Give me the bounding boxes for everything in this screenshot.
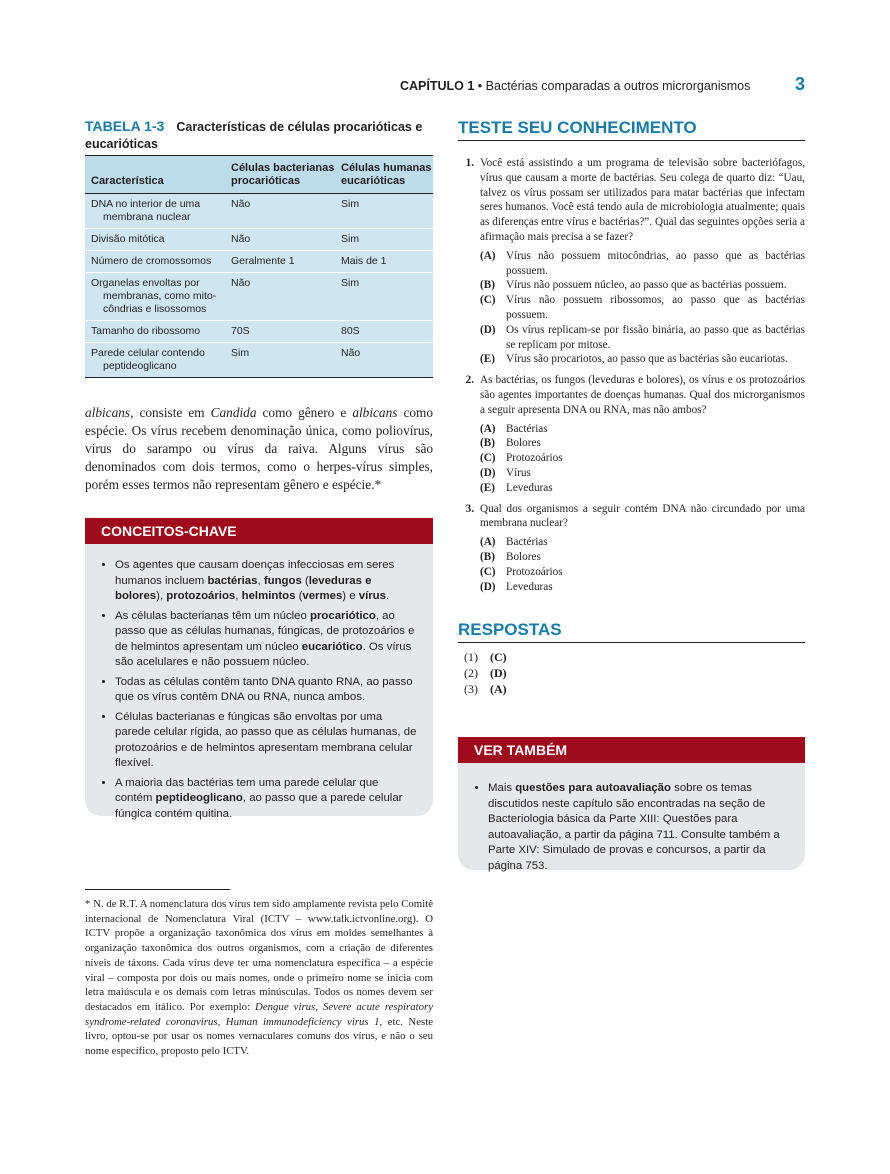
table-cell-human: Não (341, 347, 361, 359)
text-run: , consiste em (130, 405, 211, 420)
list-item: • Células bacterianas e fúngicas são envoltas por uma parede celular rígida, ao passo que as células humanas, de protozoários e de helmintos apresentam membrana celular flexível. (115, 710, 417, 772)
table-cell-feature (85, 255, 231, 268)
option (480, 323, 805, 353)
option-letter: (C) (480, 294, 496, 307)
question-text: As bactérias, os fungos (leveduras e bolores), os vírus e os protozoários são agentes importantes de doenças humanas. Qual dos microrganismos a seguir apresenta DNA ou RNA, mas não ambos? (480, 374, 805, 416)
cell-line: Organelas envoltas por (91, 277, 200, 289)
text-run: como gênero e (256, 405, 353, 420)
option (480, 451, 805, 466)
options-list (480, 422, 805, 496)
table-number: TABELA 1-3 (85, 118, 165, 134)
see-also-title: VER TAMBÉM (458, 737, 805, 763)
list-item: • Mais questões para autoavaliação sobre os temas discutidos neste capítulo são encontradas na seção de Bacteriologia básica da Parte XIII: Questões para autoavaliação, a partir da página 711. Consulte também a Parte XIV: Simulado de provas e concursos, a partir da página 753. (488, 781, 789, 874)
question (458, 373, 805, 495)
option (480, 466, 805, 481)
option (480, 550, 805, 565)
table-cell-bacterial: 70S (231, 325, 250, 337)
option-letter: (A) (480, 249, 496, 262)
table-header-cell: Células humanas eucarióticas (341, 162, 432, 187)
option (480, 535, 805, 550)
option-text: Os vírus replicam-se por fissão binária, ao passo que as bactérias se replicam por mitose. (506, 323, 805, 351)
answer-number: (3) (464, 682, 478, 696)
see-also-list (458, 763, 805, 874)
question-stem (458, 156, 805, 245)
options-list (480, 535, 805, 594)
cell-line: membrana nuclear (103, 211, 191, 223)
answer-value: (D) (490, 666, 507, 680)
option (480, 293, 805, 323)
table-cell-human: Sim (341, 233, 360, 245)
option-text: Protozoários (506, 452, 563, 465)
answer-value: (C) (490, 650, 507, 664)
chapter-label: CAPÍTULO 1 (400, 79, 475, 93)
page-number: 3 (794, 74, 805, 94)
cell-line: membranas, como mito- (103, 290, 217, 302)
option-text: Protozoários (506, 565, 563, 578)
table-cell-human: Sim (341, 277, 360, 289)
header-bullet: • (477, 79, 483, 93)
italic-term: Candida (210, 405, 257, 420)
answer-item (464, 681, 507, 697)
cell-line: DNA no interior de uma (91, 198, 201, 210)
option-letter: (B) (480, 550, 495, 563)
table-cell-feature (85, 325, 231, 338)
answers-title: RESPOSTAS (458, 620, 805, 643)
quiz-title: TESTE SEU CONHECIMENTO (458, 118, 805, 141)
table-cell-feature (85, 198, 231, 224)
chapter-title: Bactérias comparadas a outros microrganismos (485, 79, 751, 93)
table-row (85, 320, 433, 342)
list-item: • Todas as células contêm tanto DNA quanto RNA, ao passo que os vírus contêm DNA ou RNA, nunca ambos. (115, 675, 417, 706)
question (458, 156, 805, 367)
list-item: • Os agentes que causam doenças infecciosas em seres humanos incluem bactérias, fungos (leveduras e bolores), protozoários, helmintos (vermes) e vírus. (115, 558, 417, 605)
option-letter: (A) (480, 536, 496, 549)
option-text: Vírus são procariotos, ao passo que as bactérias são eucariotas. (506, 353, 788, 366)
question-number: 3. (465, 502, 474, 515)
option (480, 481, 805, 496)
question-text: Qual dos organismos a seguir contém DNA não circundado por uma membrana nuclear? (480, 502, 805, 530)
option-letter: (D) (480, 323, 496, 336)
answer-item (464, 649, 507, 665)
table-cell-bacterial: Sim (231, 347, 250, 359)
option (480, 278, 805, 293)
option (480, 422, 805, 437)
table-title: Características de células procarióticas e eucarióticas (85, 120, 423, 151)
italic-term: albicans (85, 405, 131, 420)
option-text: Vírus não possuem mitocôndrias, ao passo que as bactérias possuem. (506, 249, 805, 277)
answer-number: (2) (464, 666, 478, 680)
footnote-divider (85, 889, 230, 890)
question-text: Você está assistindo a um programa de televisão sobre bacteriófagos, vírus que causam a morte de bactérias. Seu colega de quarto diz: “Uau, talvez os vírus possam ser utilizados para matar bactérias que infectam seres humanos. Você está tendo aula de microbiologia atualmente; quais as diferenças entre vírus e bactérias?”. Qual das seguintes opções seria a afirmação mais precisa a se fazer? (480, 157, 805, 243)
question-stem (458, 373, 805, 417)
question-number: 2. (465, 374, 474, 387)
text-run: como espécie. Os vírus recebem denominação única, como poliovírus, vírus do sarampo ou vírus da raiva. Alguns vírus são denominados com dois termos, como o herpes-vírus simples, porém esses termos não representam gênero e espécie.* (85, 405, 433, 492)
table-cell-bacterial: Não (231, 277, 251, 289)
table-header-cell: Característica (91, 175, 164, 187)
list-item: • A maioria das bactérias tem uma parede celular que contém peptideoglicano, ao passo que a parede celular fúngica contém quitina. (115, 776, 417, 823)
option (480, 565, 805, 580)
body-paragraph (85, 404, 433, 494)
option-text: Leveduras (506, 580, 553, 593)
answer-number: (1) (464, 650, 478, 664)
footnote: * N. de R.T. A nomenclatura dos vírus tem sido amplamente revista pelo Comitê internacional de Nomenclatura Viral (ICTV – www.talk.ictvonline.org). O ICTV propõe a organização taxonômica dos vírus em moldes semelhantes à organização taxonômica dos outros organismos, com a criação de diferentes níveis de táxons. Cada vírus deve ter uma nomenclatura específica – a espécie viral – composta por dois ou mais nomes, onde o primeiro nome se inicia com letra maiúscula e os demais com letras minúsculas. Todos os nomes devem ser destacados em itálico. Por exemplo: Dengue virus, Severe acute respiratory syndrome-related coronavirus, Human immunodeficiency virus 1, etc. Neste livro, optou-se por usar os nomes vernaculares comuns dos vírus, e não o seu nome específico, proposto pelo ICTV. (85, 898, 434, 1058)
key-concepts-box (85, 544, 433, 820)
option (480, 249, 805, 279)
question-stem (458, 502, 805, 532)
option-letter: (C) (480, 452, 496, 465)
chapter-heading (400, 79, 750, 93)
table-row (85, 272, 433, 320)
answer-item (464, 665, 507, 681)
option-letter: (D) (480, 580, 496, 593)
option-letter: (E) (480, 353, 495, 366)
table-header-cell: Células bacterianas procarióticas (231, 162, 335, 187)
option (480, 436, 805, 451)
cell-line: Tamanho do ribossomo (91, 325, 201, 337)
cell-line: côndrias e lisossomos (103, 303, 207, 315)
question (458, 502, 805, 595)
table-header-row (85, 156, 433, 194)
option-text: Vírus (506, 466, 531, 479)
table-cell-feature (85, 277, 231, 316)
option-text: Vírus não possuem ribossomos, ao passo que as bactérias possuem. (506, 294, 805, 321)
option (480, 580, 805, 595)
option-text: Bolores (506, 550, 541, 563)
quiz-questions (458, 150, 805, 598)
table-cell-human: 80S (341, 325, 360, 337)
table-row (85, 194, 433, 228)
options-list (480, 249, 805, 367)
option-text: Leveduras (506, 481, 553, 494)
table-cell-human: Mais de 1 (341, 255, 387, 267)
table-cell-human: Sim (341, 198, 360, 210)
table-cell-feature (85, 233, 231, 246)
question-number: 1. (465, 157, 474, 169)
option-text: Bactérias (506, 536, 548, 549)
option (480, 352, 805, 367)
italic-term: albicans (352, 405, 398, 420)
running-header (400, 76, 805, 98)
see-also-box (458, 763, 805, 870)
answers-list (464, 649, 507, 697)
cell-line: Divisão mitótica (91, 233, 165, 245)
characteristics-table (85, 155, 433, 378)
option-text: Bolores (506, 437, 541, 450)
cell-line: Parede celular contendo (91, 347, 205, 359)
key-concepts-list (85, 544, 433, 822)
table-caption (85, 118, 435, 153)
option-letter: (B) (480, 279, 495, 292)
table-cell-bacterial: Geralmente 1 (231, 255, 295, 267)
option-letter: (B) (480, 437, 495, 450)
table-cell-feature (85, 347, 231, 373)
list-item: • As células bacterianas têm um núcleo procariótico, ao passo que as células humanas, fúngicas, de protozoários e de helmintos apresentam um núcleo eucariótico. Os vírus são acelulares e não possuem núcleo. (115, 609, 417, 671)
cell-line: peptideoglicano (103, 360, 177, 372)
key-concepts-title: CONCEITOS-CHAVE (85, 518, 433, 544)
table-row (85, 250, 433, 272)
option-letter: (E) (480, 481, 495, 494)
table-body (85, 194, 433, 377)
table-row (85, 342, 433, 377)
answer-value: (A) (490, 682, 507, 696)
option-letter: (C) (480, 565, 496, 578)
cell-line: Número de cromossomos (91, 255, 212, 267)
option-text: Bactérias (506, 422, 548, 435)
option-letter: (D) (480, 466, 496, 479)
option-letter: (A) (480, 422, 496, 435)
table-cell-bacterial: Não (231, 198, 251, 210)
table-cell-bacterial: Não (231, 233, 251, 245)
option-text: Vírus não possuem núcleo, ao passo que as bactérias possuem. (506, 279, 787, 292)
table-row (85, 228, 433, 250)
